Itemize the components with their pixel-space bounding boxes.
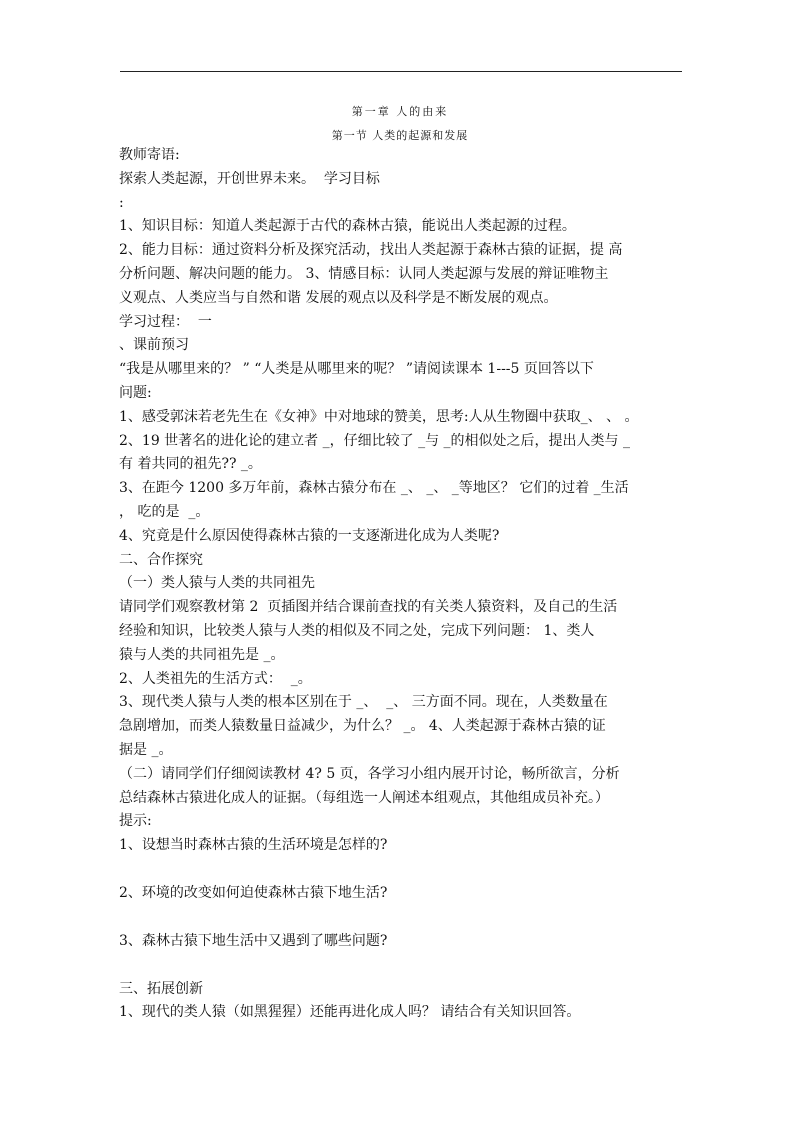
text-line: 2、19 世著名的进化论的建立者 _，仔细比较了 _与 _的相似处之后，提出人类与 _	[119, 432, 630, 449]
text-line: 急剧增加，而类人猿数量日益减少，为什么？ _。 4、人类起源于森林古猿的证	[119, 718, 606, 735]
text-line: 问题:	[119, 384, 152, 401]
text-line: 教师寄语:	[119, 147, 180, 163]
text-line: “我是从哪里来的？ ” “人类是从哪里来的呢？ ”请阅读课本 1---5 页回答以下	[119, 361, 594, 378]
chapter-title: 第一章 人的由来	[351, 105, 449, 118]
text-line: 据是 _。	[119, 741, 173, 758]
text-line: 二、合作探究	[119, 551, 203, 568]
text-line: （二）请同学们仔细阅读教材 4? 5 页，各学习小组内展开讨论，畅所欲言，分析	[119, 765, 620, 782]
text-line: 探索人类起源，开创世界未来。 学习目标	[119, 170, 380, 187]
text-line: 猿与人类的共同祖先是 _。	[119, 646, 285, 663]
text-line: （一）类人猿与人类的共同祖先	[119, 575, 315, 592]
text-line: 2、环境的改变如何迫使森林古猿下地生活?	[119, 884, 388, 901]
text-line: 三、拓展创新	[119, 980, 203, 997]
text-line: 分析问题、解决问题的能力。 3、情感目标：认同人类起源与发展的辩证唯物主	[119, 265, 609, 282]
text-line: 请同学们观察教材第 2 页插图并结合课前查找的有关类人猿资料，及自己的生活	[119, 599, 618, 616]
text-line: 1、知识目标：知道人类起源于古代的森林古猿，能说出人类起源的过程。	[119, 218, 576, 235]
section-title: 第一节 人类的起源和发展	[331, 129, 469, 142]
blank-line	[119, 858, 691, 882]
text-line: 提示:	[119, 813, 152, 830]
text-line: 有 着共同的祖先?? _。	[119, 456, 262, 473]
blank-line	[119, 906, 691, 930]
text-line: 3、现代类人猿与人类的根本区别在于 _、 _、 三方面不同。现在，人类数量在	[119, 694, 608, 711]
blank-line	[119, 954, 691, 978]
text-line: 2、人类祖先的生活方式： _。	[119, 670, 312, 687]
text-line: 4、究竟是什么原因使得森林古猿的一支逐渐进化成为人类呢?	[119, 527, 500, 544]
text-line: :	[119, 194, 124, 211]
text-line: 义观点、人类应当与自然和谐 发展的观点以及科学是不断发展的观点。	[119, 289, 558, 306]
text-line: 、课前预习	[119, 337, 189, 354]
document-body	[119, 144, 691, 1025]
text-line: 3、在距今 1200 多万年前，森林古猿分布在 _、 _、 _等地区？ 它们的过着 _生活	[119, 480, 629, 497]
text-line: 学习过程： 一	[119, 313, 212, 330]
text-line: ， 吃的是 _。	[119, 503, 210, 520]
text-line: 3、森林古猿下地生活中又遇到了哪些问题?	[119, 932, 388, 949]
text-line: 2、能力目标：通过资料分析及探究活动，找出人类起源于森林古猿的证据，提 高	[119, 242, 623, 259]
text-line: 1、现代的类人猿（如黑猩猩）还能再进化成人吗？ 请结合有关知识回答。	[119, 1004, 581, 1021]
header-rule	[120, 71, 682, 72]
text-line: 1、设想当时森林古猿的生活环境是怎样的?	[119, 837, 388, 854]
text-line: 经验和知识，比较类人猿与人类的相似及不同之处，完成下列问题： 1、类人	[119, 622, 595, 639]
text-line: 1、感受郭沫若老先生在《女神》中对地球的赞美，思考:人从生物圈中获取_、 、 。	[119, 408, 639, 425]
text-line: 总结森林古猿进化成人的证据。（每组选一人阐述本组观点，其他组成员补充。）	[119, 789, 609, 806]
